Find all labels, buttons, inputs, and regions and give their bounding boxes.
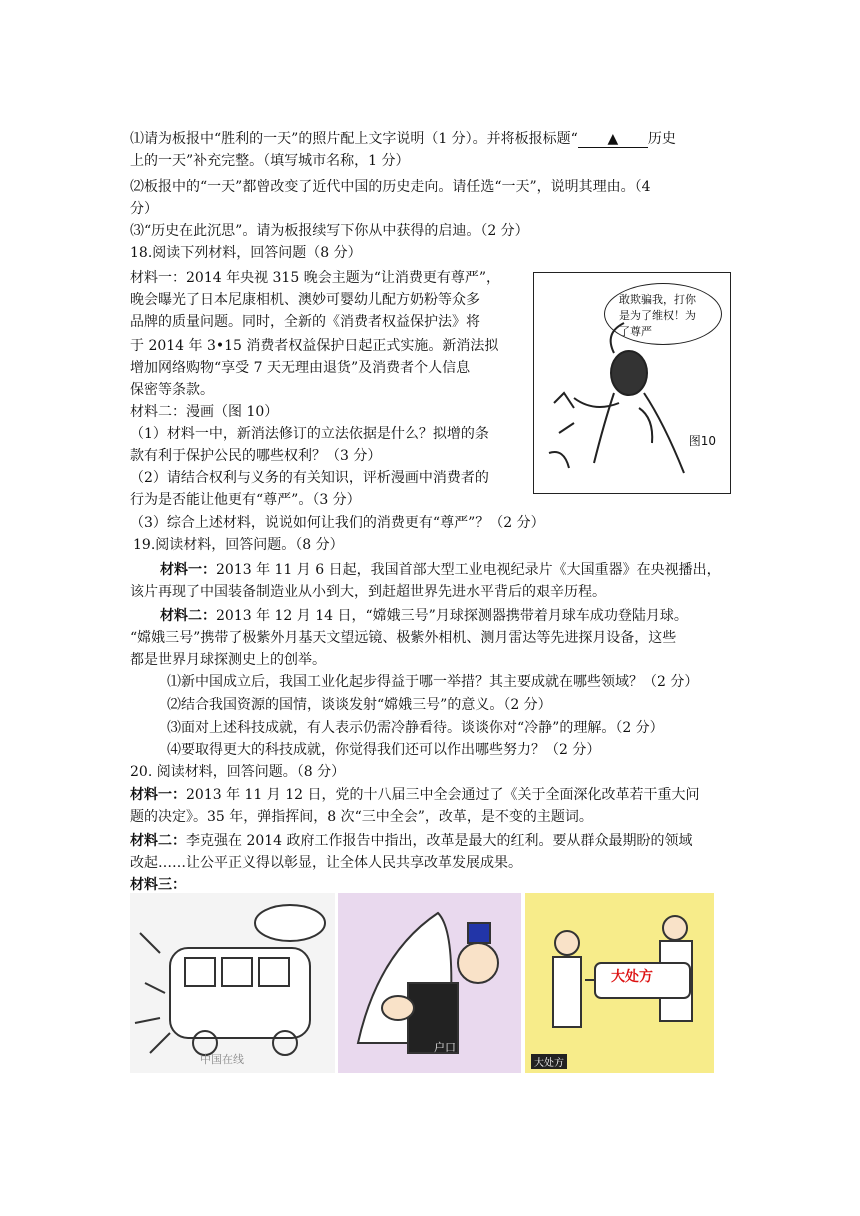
triangle-mark: ▲ (607, 131, 619, 147)
material-label: 材料二： (160, 608, 216, 624)
q19-material-2 (160, 605, 688, 627)
bubble-line: 了尊严 (619, 325, 652, 338)
q20-material-1-cont: 题的决定》。35 年，弹指挥间，8 次“三中全会”，改革，是不变的主题词。 (130, 809, 593, 825)
q18-material-1-line: 晚会曝光了日本尼康相机、澳妙可婴幼儿配方奶粉等众多 (130, 292, 480, 308)
hukou-drawing (338, 893, 521, 1073)
q19-title: 19.阅读材料，回答问题。（8 分） (133, 537, 344, 553)
q19-material-2-cont: “嫦娥三号”携带了极紫外月基天文望远镜、极紫外相机、测月雷达等先进探月设备，这些 (130, 630, 677, 646)
blank-field (578, 131, 648, 148)
cartoon-hukou (338, 893, 521, 1073)
prescription-caption: 大处方 (531, 1054, 567, 1069)
cartoon-bus (130, 893, 335, 1073)
q19-question-3: ⑶面对上述科技成就，有人表示仍需冷静看待。谈谈你对“冷静”的理解。（2 分） (167, 720, 664, 736)
q19-material-1-cont: 该片再现了中国装备制造业从小到大，到赶超世界先进水平背后的艰辛历程。 (130, 584, 606, 600)
q20-title: 20. 阅读材料，回答问题。（8 分） (130, 764, 346, 780)
q19-question-1: ⑴新中国成立后，我国工业化起步得益于哪一举措？其主要成就在哪些领域？（2 分） (167, 674, 699, 690)
q17-item-1-cont: 上的一天”补充完整。（填写城市名称，1 分） (130, 153, 410, 169)
material-text: 2013 年 11 月 12 日，党的十八届三中全会通过了《关于全面深化改革若干重大问 (186, 787, 700, 803)
material-text: 2013 年 11 月 6 日起，我国首部大型工业电视纪录片《大国重器》在央视播出， (216, 562, 721, 578)
hukou-label: 户口 (434, 1041, 456, 1054)
material-label: 材料二： (130, 833, 186, 849)
material-label: 材料一： (130, 787, 186, 803)
q18-material-1-line: 于 2014 年 3•15 消费者权益保护日起正式实施。新消法拟 (130, 338, 499, 354)
q17-item-1-text: ⑴请为板报中“胜利的一天”的照片配上文字说明（1 分）。并将板报标题“ (130, 131, 578, 147)
q18-title: 18.阅读下列材料，回答问题（8 分） (130, 245, 362, 261)
bubble-line: 是为了维权！为 (619, 309, 696, 322)
bubble-line: 敢欺骗我，打你 (619, 293, 696, 306)
material-text: 李克强在 2014 政府工作报告中指出，改革是最大的红利。要从群众最期盼的领域 (186, 833, 693, 849)
q17-item-2: ⑵板报中的“一天”都曾改变了近代中国的历史走向。请任选“一天”，说明其理由。（4 (130, 179, 651, 195)
watermark: 中国在线 (200, 1053, 244, 1066)
q18-material-1-line: 增加网络购物“享受 7 天无理由退货”及消费者个人信息 (130, 360, 471, 376)
q18-material-1-line: 保密等条款。 (130, 382, 214, 398)
q20-material-1 (130, 784, 700, 806)
material-text: 2013 年 12 月 14 日，“嫦娥三号”月球探测器携带着月球车成功登陆月球。 (216, 608, 688, 624)
q17-item-2-cont: 分） (130, 201, 158, 217)
prescription-label: 大处方 (611, 969, 653, 985)
q17-item-3: ⑶“历史在此沉思”。请为板报续写下你从中获得的启迪。（2 分） (130, 223, 529, 239)
q20-material-2 (130, 830, 693, 852)
q19-material-2-cont: 都是世界月球探测史上的创举。 (130, 652, 326, 668)
q18-material-1-line: 材料一：2014 年央视 315 晚会主题为“让消费更有尊严”， (130, 270, 501, 286)
q18-material-2: 材料二：漫画（图 10） (130, 404, 279, 420)
q18-question-3: （3）综合上述材料，说说如何让我们的消费更有“尊严”？（2 分） (130, 515, 545, 531)
q18-question-2-cont: 行为是否能让他更有“尊严”。（3 分） (130, 492, 361, 508)
q20-material-3-label: 材料三： (130, 877, 186, 893)
q19-question-4: ⑷要取得更大的科技成就，你觉得我们还可以作出哪些努力？（2 分） (167, 742, 601, 758)
figure-10-cartoon (533, 272, 731, 494)
q19-question-2: ⑵结合我国资源的国情，谈谈发射“嫦娥三号”的意义。（2 分） (167, 697, 552, 713)
material-label: 材料一： (160, 562, 216, 578)
q17-item-1 (130, 128, 676, 150)
cartoon-prescription (525, 893, 714, 1073)
q17-item-1-text-b: 历史 (647, 131, 676, 147)
q18-question-1: （1）材料一中，新消法修订的立法依据是什么？拟增的条 (130, 426, 489, 442)
bus-drawing (130, 893, 335, 1073)
q18-material-1-line: 品牌的质量问题。同时，全新的《消费者权益保护法》将 (130, 314, 480, 330)
q20-material-2-cont: 改起……让公平正义得以彰显，让全体人民共享改革发展成果。 (130, 855, 522, 871)
q18-question-2: （2）请结合权利与义务的有关知识，评析漫画中消费者的 (130, 470, 489, 486)
q18-question-1-cont: 款有利于保护公民的哪些权利？（3 分） (130, 448, 382, 464)
q19-material-1 (160, 559, 721, 581)
cartoon-drawing (534, 273, 730, 493)
figure-caption: 图10 (688, 434, 716, 448)
